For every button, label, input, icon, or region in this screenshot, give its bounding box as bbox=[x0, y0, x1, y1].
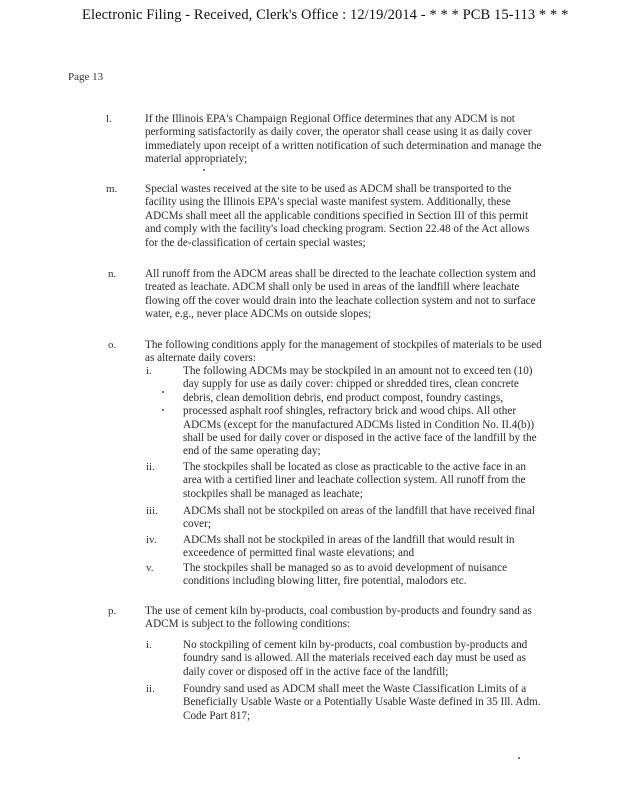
scan-speck bbox=[162, 409, 164, 411]
electronic-filing-header: Electronic Filing - Received, Clerk's Office : 12/19/2014 - * * * PCB 15-113 * * * bbox=[82, 7, 569, 23]
item-label: p. bbox=[108, 605, 117, 617]
sub-item-text: ADCMs shall not be stockpiled in areas of the landfill that would result in exceedence of permitted final waste elevations; and bbox=[183, 534, 515, 560]
scan-speck bbox=[162, 391, 164, 393]
item-label: l. bbox=[106, 113, 112, 125]
item-text: All runoff from the ADCM areas shall be directed to the leachate collection system and treated as leachate. ADCM shall only be used in areas of the landfill where leachate flowing off the cover would drain into the leachate collection system and not to surface water, e.g., never place ADCMs on outside slopes; bbox=[145, 268, 536, 321]
sub-item-label: v. bbox=[146, 562, 154, 574]
sub-item-label: ii. bbox=[146, 683, 155, 695]
scan-speck bbox=[203, 169, 205, 171]
sub-item-label: i. bbox=[146, 365, 152, 377]
sub-item-label: iii. bbox=[146, 505, 158, 517]
sub-item-text: Foundry sand used as ADCM shall meet the Waste Classification Limits of a Beneficially Usable Waste or a Potentially Usable Waste defined in 35 Ill. Adm. Code Part 817; bbox=[183, 683, 541, 722]
item-text: The following conditions apply for the management of stockpiles of materials to be used as alternate daily covers: bbox=[145, 339, 542, 365]
item-text: Special wastes received at the site to be used as ADCM shall be transported to the facility using the Illinois EPA's special waste manifest system. Additionally, these ADCMs shall meet all the applicable conditions specified in Section III of this permit and comply with the facility's load checking program. Section 22.48 of the Act allows for the de-classification of certain special wastes; bbox=[145, 183, 530, 249]
item-text: If the Illinois EPA's Champaign Regional Office determines that any ADCM is not performing satisfactorily as daily cover, the operator shall cease using it as daily cover immediately upon receipt of a written notification of such determination and manage the material appropriately; bbox=[145, 113, 542, 166]
sub-item-text: ADCMs shall not be stockpiled on areas of the landfill that have received final cover; bbox=[183, 505, 535, 531]
item-label: n. bbox=[108, 268, 117, 280]
sub-item-text: No stockpiling of cement kiln by-products, coal combustion by-products and foundry sand is allowed. All the materials received each day must be used as daily cover or disposed off in the active face of the landfill; bbox=[183, 639, 528, 678]
sub-item-text: The stockpiles shall be managed so as to avoid development of nuisance conditions including blowing litter, fire potential, malodors etc. bbox=[183, 562, 508, 588]
item-label: o. bbox=[108, 339, 117, 351]
sub-item-label: i. bbox=[146, 639, 152, 651]
item-label: m. bbox=[106, 183, 118, 195]
sub-item-label: ii. bbox=[146, 461, 155, 473]
scan-speck bbox=[518, 757, 520, 759]
item-text: The use of cement kiln by-products, coal combustion by-products and foundry sand as ADCM is subject to the following conditions: bbox=[145, 605, 532, 631]
sub-item-label: iv. bbox=[146, 534, 157, 546]
sub-item-text: The stockpiles shall be located as close as practicable to the active face in an area with a certified liner and leachate collection system. All runoff from the stockpiles shall be managed as leachate; bbox=[183, 461, 526, 500]
page-number: Page 13 bbox=[68, 71, 104, 83]
sub-item-text: The following ADCMs may be stockpiled in an amount not to exceed ten (10) day supply for use as daily cover: chipped or shredded tires, clean concrete debris, clean demolition debris, end product compost, foundry castings, processed asphalt roof shingles, refractory brick and wood chips. All other ADCMs (except for the manufactured ADCMs listed in Condition No. II.4(b)) shall be used for daily cover or disposed in the active face of the landfill by the end of the same operating day; bbox=[183, 365, 537, 458]
